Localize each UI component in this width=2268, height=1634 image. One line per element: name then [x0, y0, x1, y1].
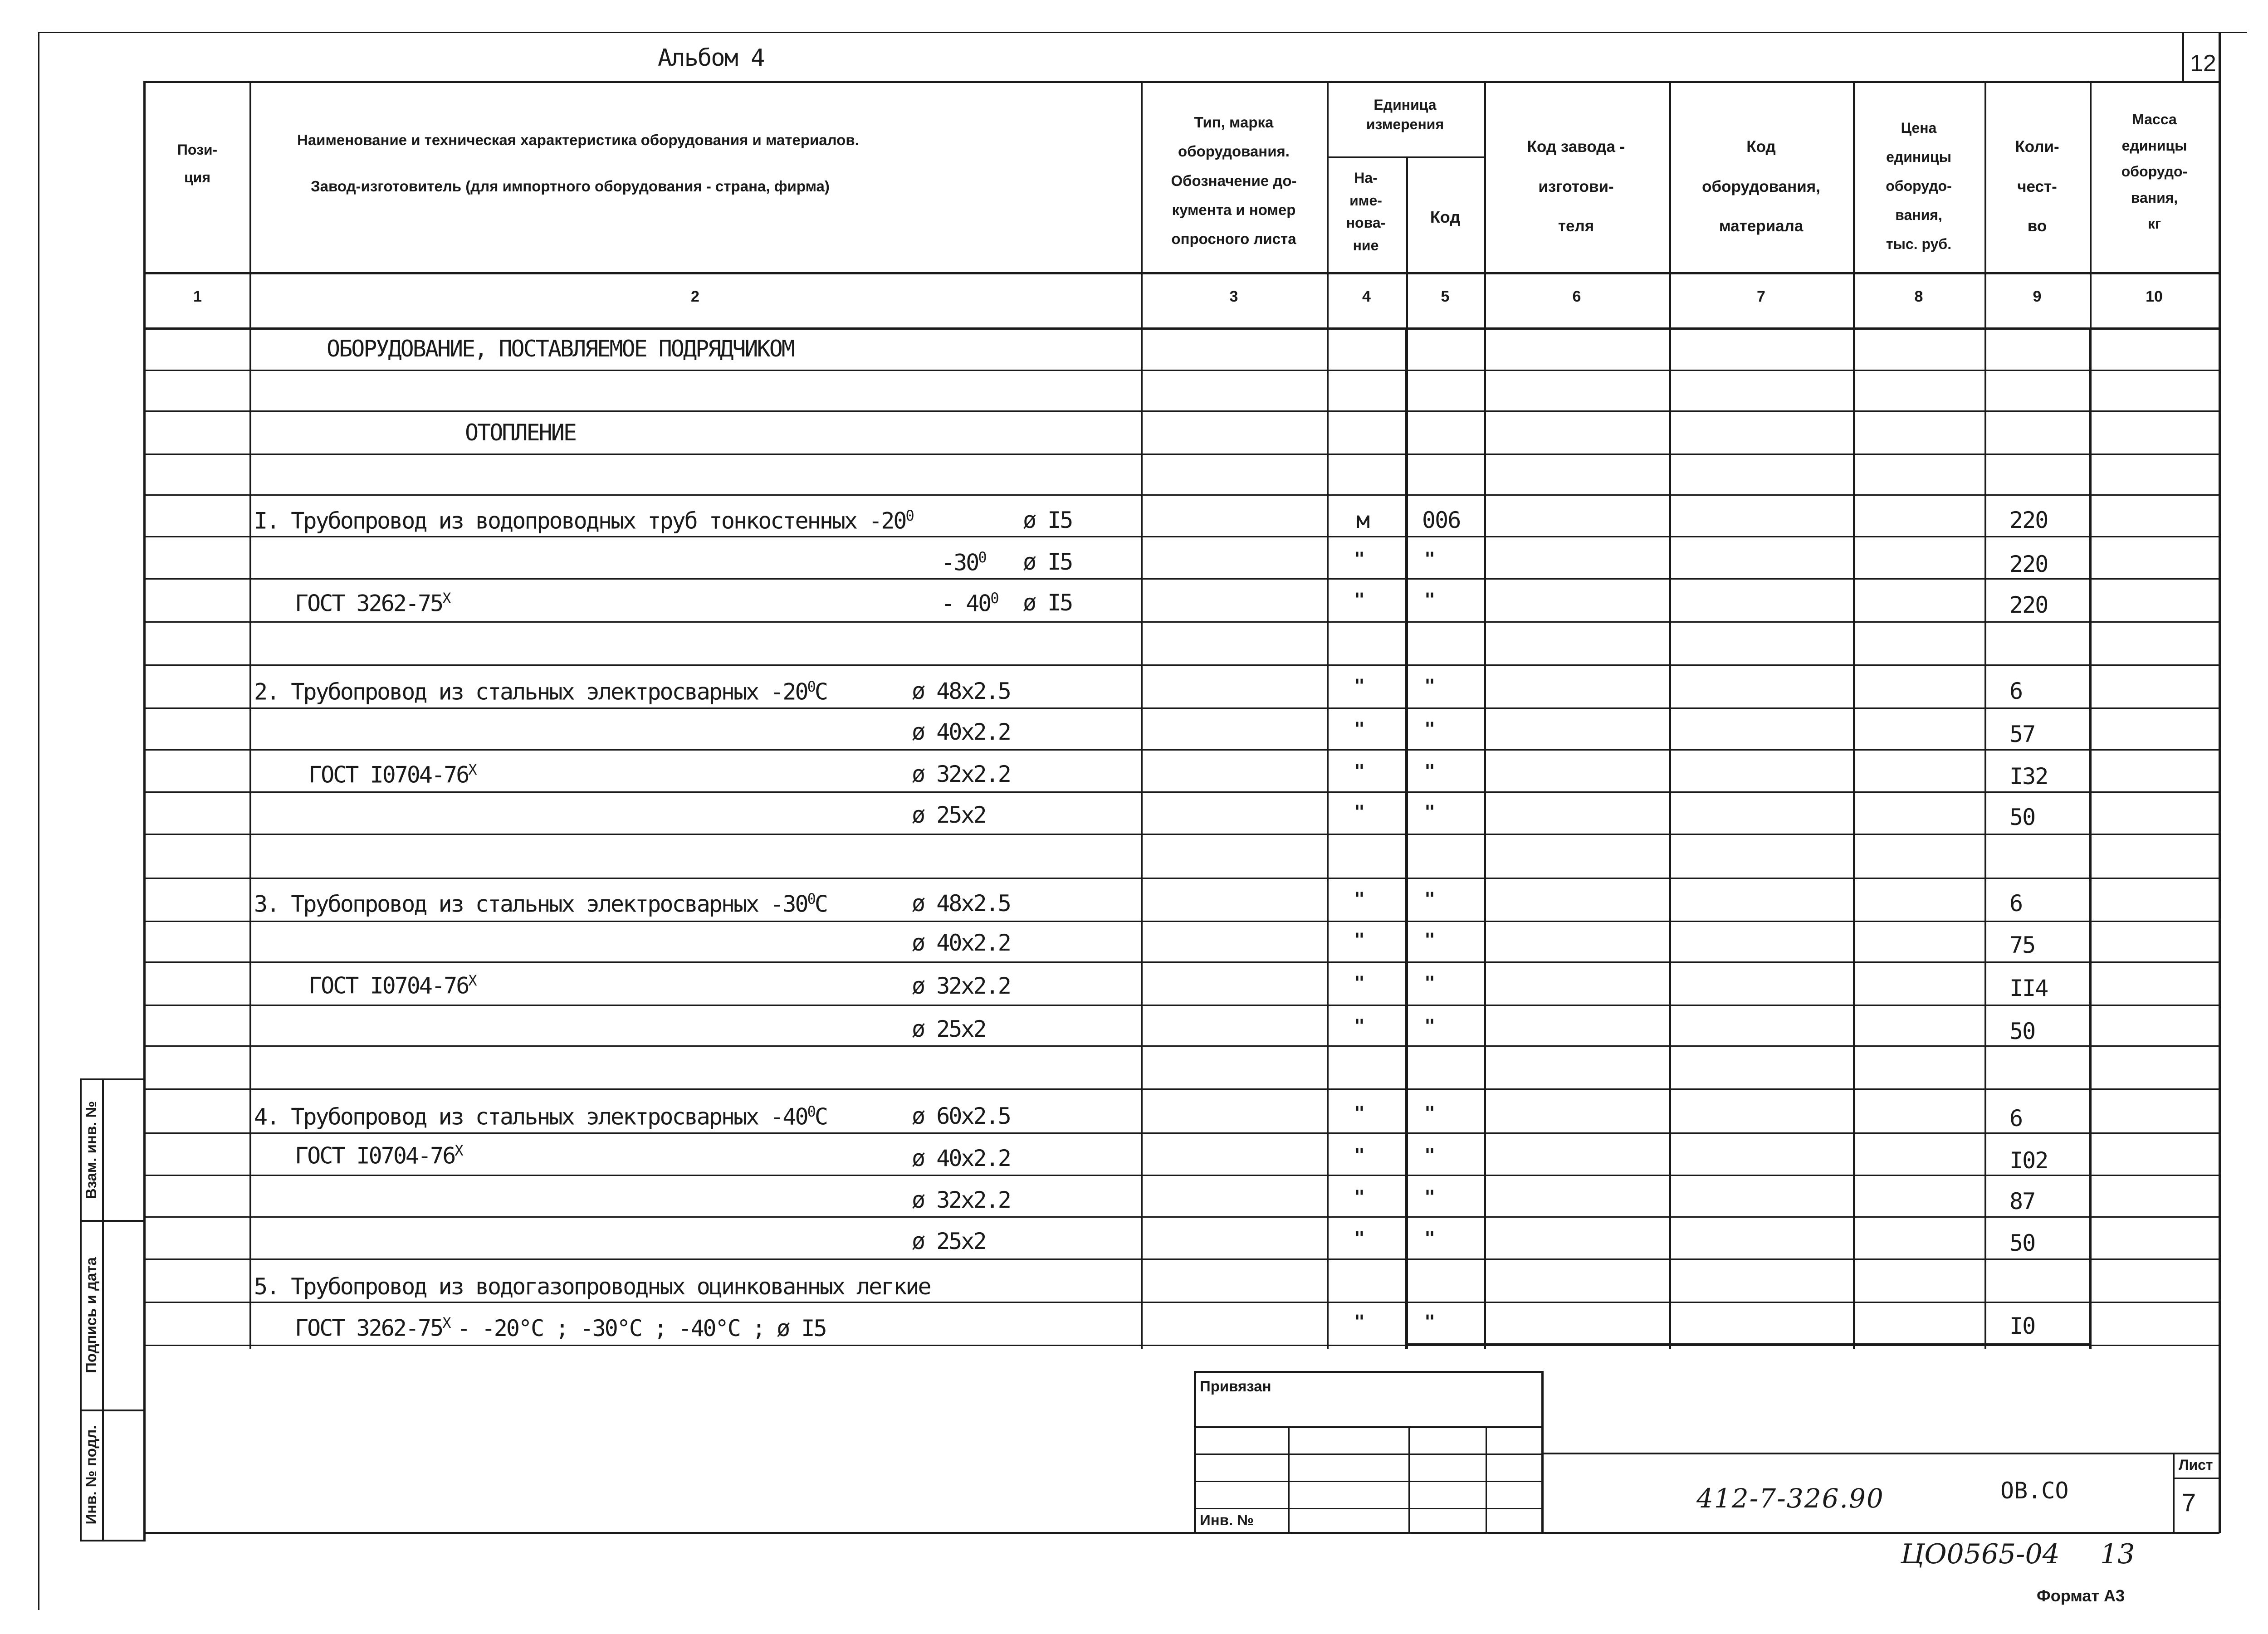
item5b-qty: I0	[2009, 1313, 2035, 1339]
row-line-0	[146, 370, 2219, 371]
stamp-list-left	[2173, 1453, 2175, 1533]
stamp-box-row2	[1194, 1454, 1543, 1455]
column-number-1: 1	[193, 288, 202, 305]
item2-dim: ø 48x2.5	[912, 678, 1010, 704]
item1b-temp: $-30^0$	[941, 549, 986, 576]
item3d-dim: ø 25x2	[912, 1016, 986, 1042]
corner-box-left	[2182, 32, 2184, 83]
row-line-3	[146, 494, 2219, 496]
item1c-gost: ГОСТ $3262-75^X$	[295, 590, 450, 617]
stamp-list-div	[2173, 1478, 2220, 1479]
item1c-unit: "	[1354, 590, 1365, 610]
item2c-gost: ГОСТ $I0704-76^X$	[308, 761, 476, 788]
item2-unit: "	[1354, 676, 1365, 697]
stamp-box-top	[1194, 1371, 1543, 1373]
row-line-11	[146, 834, 2219, 835]
item1-code: 006	[1422, 507, 1461, 533]
item3d-qty: 50	[2009, 1018, 2035, 1044]
handwritten-code: ЦО0565-04	[1901, 1538, 2060, 1570]
body-thick-right	[2089, 329, 2092, 1349]
album-title: Альбом 4	[658, 44, 764, 72]
stamp-box-col1	[1288, 1426, 1290, 1533]
stamp-inv-no: Инв. №	[1200, 1512, 1254, 1528]
stamp-box-row3	[1194, 1481, 1543, 1482]
item3d-code: "	[1424, 1016, 1436, 1037]
item2c-unit: "	[1354, 761, 1365, 782]
item3c-qty: II4	[2009, 975, 2048, 1001]
item2c-code: "	[1424, 761, 1436, 782]
row-line-7	[146, 664, 2219, 666]
col4-header: На- име- нова- ние	[1346, 170, 1386, 254]
section-heading-heating: ОТОПЛЕНИЕ	[465, 419, 576, 446]
item4-unit: "	[1354, 1103, 1365, 1124]
item4-code: "	[1424, 1103, 1436, 1124]
item3c-unit: "	[1354, 973, 1365, 994]
item2b-code: "	[1424, 719, 1436, 740]
item1c-code: "	[1424, 590, 1436, 610]
row-line-5	[146, 578, 2219, 580]
row-line-17	[146, 1088, 2219, 1090]
item3c-dim: ø 32x2.2	[912, 973, 1010, 999]
col8-header: Цена единицы оборудо- вания, тыс. руб.	[1886, 120, 1952, 252]
item4b-qty: I02	[2009, 1147, 2048, 1174]
item5-description: 5. Трубопровод из водогазопроводных оцинкованных легкие	[254, 1273, 930, 1300]
item3b-dim: ø 40x2.2	[912, 930, 1010, 956]
item2b-qty: 57	[2009, 721, 2035, 747]
column-number-6: 6	[1572, 288, 1581, 305]
item2d-dim: ø 25x2	[912, 802, 986, 828]
row-line-22	[146, 1302, 2219, 1303]
item3c-code: "	[1424, 973, 1436, 994]
numbers-bottom	[146, 327, 2219, 330]
col9-header: Коли- чест- во	[2015, 138, 2059, 235]
col3-header: Тип, марка оборудования. Обозначение до- кумента и номер опросного листа	[1171, 114, 1297, 248]
row-line-14	[146, 961, 2219, 963]
item3b-unit: "	[1354, 930, 1365, 951]
unit-group-div	[1327, 156, 1484, 158]
stamp-box-col2	[1408, 1426, 1410, 1533]
side-stamp-div2	[80, 1410, 146, 1411]
row-line-21	[146, 1258, 2219, 1260]
item1b-unit: "	[1354, 549, 1365, 570]
item3-description: 3. Трубопровод из стальных электросварных $-30^0С$	[254, 890, 827, 917]
row-line-9	[146, 749, 2219, 751]
item1c-temp: - $40^0$	[941, 590, 998, 617]
item1b-dim: ø I5	[1023, 549, 1072, 575]
row-line-8	[146, 707, 2219, 709]
section-heading-equipment: ОБОРУДОВАНИЕ, ПОСТАВЛЯЕМОЕ ПОДРЯДЧИКОМ	[327, 336, 794, 362]
item3b-code: "	[1424, 930, 1436, 951]
item5b-unit: "	[1354, 1312, 1365, 1332]
item1b-qty: 220	[2009, 551, 2048, 577]
item3-qty: 6	[2009, 890, 2023, 917]
frame-bottom	[143, 1532, 2219, 1534]
row-line-6	[146, 621, 2219, 623]
stamp-box-left	[1194, 1371, 1196, 1534]
outer-frame-top	[38, 32, 2247, 33]
row-line-16	[146, 1045, 2219, 1047]
item1-unit: м	[1356, 507, 1369, 533]
item4-dim: ø 60x2.5	[912, 1103, 1010, 1129]
item3-unit: "	[1354, 889, 1365, 910]
item1c-dim: ø I5	[1023, 590, 1072, 616]
item3-code: "	[1424, 889, 1436, 910]
item2-qty: 6	[2009, 678, 2023, 704]
item3-dim: ø 48x2.5	[912, 890, 1010, 917]
stamp-box-row1	[1194, 1426, 1543, 1428]
item2b-dim: ø 40x2.2	[912, 719, 1010, 745]
item1-dim: ø I5	[1023, 507, 1072, 533]
item2b-unit: "	[1354, 719, 1365, 740]
item4b-code: "	[1424, 1145, 1436, 1166]
row-line-18	[146, 1132, 2219, 1134]
item2d-code: "	[1424, 802, 1436, 823]
item4c-unit: "	[1354, 1187, 1365, 1208]
row-line-12	[146, 878, 2219, 879]
stamp-title-top	[1541, 1453, 2219, 1454]
handwritten-page: 13	[2100, 1538, 2135, 1570]
row-line-1	[146, 410, 2219, 412]
row-line-13	[146, 921, 2219, 922]
side-stamp-mid	[102, 1078, 104, 1541]
side-podpis-label: Подпись и дата	[83, 1257, 99, 1373]
col5-header: Код	[1430, 208, 1461, 226]
item4c-code: "	[1424, 1187, 1436, 1208]
item2d-qty: 50	[2009, 804, 2035, 830]
side-stamp-top	[80, 1078, 146, 1080]
body-thick-left	[1405, 329, 1408, 1349]
col2-header: Наименование и техническая характеристика оборудования и материалов. Завод-изготовитель (для импортного оборудования - страна, фирма)	[297, 132, 859, 195]
item4c-dim: ø 32x2.2	[912, 1187, 1010, 1213]
item4b-gost: ГОСТ $I0704-76^X$	[295, 1142, 462, 1169]
item2c-qty: I32	[2009, 763, 2048, 790]
item3d-unit: "	[1354, 1016, 1365, 1037]
column-number-7: 7	[1757, 288, 1765, 305]
side-stamp-bottom	[80, 1540, 146, 1541]
item4-description: 4. Трубопровод из стальных электросварных $-40^0С$	[254, 1103, 827, 1130]
column-number-9: 9	[2033, 288, 2042, 305]
item3b-qty: 75	[2009, 932, 2035, 958]
item5b-gost: ГОСТ $3262-75^X - -20^\circ С$ ; -30°С ; -40°С ; ø I5	[295, 1314, 826, 1341]
column-number-10: 10	[2146, 288, 2163, 305]
stamp-box-row4	[1194, 1508, 1543, 1509]
column-number-3: 3	[1229, 288, 1238, 305]
item4-qty: 6	[2009, 1105, 2023, 1132]
side-vzam-label: Взам. инв. №	[83, 1101, 99, 1200]
row-line-4	[146, 536, 2219, 537]
item1-description: I. Трубопровод из водопроводных труб тонкостенных $-20^0$	[254, 507, 913, 534]
col10-header: Масса единицы оборудо- вания, кг	[2121, 111, 2188, 232]
item4d-unit: "	[1354, 1228, 1365, 1249]
item2-code: "	[1424, 676, 1436, 697]
row-line-10	[146, 791, 2219, 793]
side-stamp-left	[80, 1078, 82, 1541]
item1-qty: 220	[2009, 507, 2048, 533]
stamp-doc-code: 412-7-326.90	[1696, 1483, 1884, 1514]
item4b-unit: "	[1354, 1145, 1365, 1166]
column-number-4: 4	[1362, 288, 1371, 305]
item2d-unit: "	[1354, 802, 1365, 823]
row-line-20	[146, 1216, 2219, 1218]
stamp-box-col3	[1486, 1426, 1487, 1533]
stamp-mark: ОВ.СО	[2000, 1478, 2069, 1504]
item4d-dim: ø 25x2	[912, 1228, 986, 1254]
side-stamp-div1	[80, 1220, 146, 1222]
stamp-privyazan: Привязан	[1200, 1378, 1271, 1395]
item4c-qty: 87	[2009, 1188, 2035, 1215]
frame-right	[2219, 32, 2221, 1533]
row-line-19	[146, 1175, 2219, 1176]
stamp-list-number: 7	[2182, 1488, 2196, 1517]
item4b-dim: ø 40x2.2	[912, 1145, 1010, 1171]
stamp-list-label: Лист	[2179, 1457, 2213, 1473]
format-label: Формат А3	[2037, 1586, 2125, 1605]
item1b-code: "	[1424, 549, 1436, 570]
item5b-code: "	[1424, 1312, 1436, 1332]
item2c-dim: ø 32x2.2	[912, 761, 1010, 787]
item4d-code: "	[1424, 1228, 1436, 1249]
frame-top	[143, 81, 2219, 83]
col6-header: Код завода - изготови- теля	[1527, 138, 1625, 235]
header-bottom	[146, 272, 2219, 274]
column-number-2: 2	[691, 288, 699, 305]
side-inv-label: Инв. № подл.	[83, 1425, 99, 1525]
column-number-5: 5	[1441, 288, 1450, 305]
outer-frame-left	[38, 32, 39, 1610]
item4d-qty: 50	[2009, 1230, 2035, 1256]
item2-description: 2. Трубопровод из стальных электросварных $-20^0С$	[254, 678, 827, 705]
row-line-15	[146, 1005, 2219, 1006]
item3c-gost: ГОСТ $I0704-76^X$	[308, 972, 476, 999]
col1-header: Пози- ция	[177, 141, 218, 185]
col7-header: Код оборудования, материала	[1702, 138, 1820, 235]
body-thick-bottom	[1406, 1343, 2090, 1346]
corner-page-number: 12	[2190, 50, 2216, 77]
row-line-2	[146, 454, 2219, 455]
unit-group-header: Единица измерения	[1366, 97, 1444, 133]
column-number-8: 8	[1914, 288, 1923, 305]
item1c-qty: 220	[2009, 592, 2048, 618]
